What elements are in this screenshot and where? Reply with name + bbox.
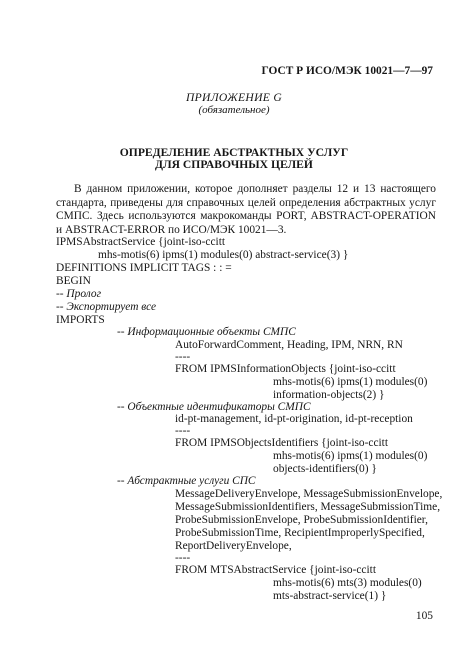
code-comment: -- Абстрактные услуги СПС — [117, 475, 256, 487]
code-line: DEFINITIONS IMPLICIT TAGS : : = — [56, 262, 232, 274]
code-line: FROM IPMSObjectsIdentifiers {joint-iso-ccitt — [175, 437, 389, 449]
code-line: AutoForwardComment, Heading, IPM, NRN, RN — [175, 339, 403, 351]
code-line: ReportDeliveryEnvelope, — [175, 540, 292, 552]
code-line: information-objects(2) } — [273, 389, 385, 401]
code-line: mhs-motis(6) ipms(1) modules(0) — [273, 376, 428, 388]
code-line: FROM MTSAbstractService {joint-iso-ccitt — [175, 564, 376, 576]
code-separator: ---- — [175, 552, 191, 564]
code-line: mhs-motis(6) ipms(1) modules(0) — [273, 450, 428, 462]
code-comment: -- Пролог — [56, 288, 102, 300]
code-line: MessageSubmissionIdentifiers, MessageSubmissionTime, — [175, 501, 441, 513]
code-line: id-pt-management, id-pt-origination, id-pt-reception — [175, 413, 413, 425]
page-number: 105 — [415, 610, 433, 622]
code-line: BEGIN — [56, 275, 91, 287]
code-line: FROM IPMSInformationObjects {joint-iso-ccitt — [175, 363, 396, 375]
code-line: mts-abstract-service(1) } — [273, 590, 387, 602]
code-line: ProbeSubmissionEnvelope, ProbeSubmissionIdentifier, — [175, 514, 428, 526]
code-line: objects-identifiers(0) } — [273, 463, 377, 475]
section-title-line2: ДЛЯ СПРАВОЧНЫХ ЦЕЛЕЙ — [155, 158, 313, 171]
code-comment: -- Информационные объекты СМПС — [117, 326, 296, 338]
code-line: mhs-motis(6) mts(3) modules(0) — [273, 577, 422, 589]
running-header: ГОСТ Р ИСО/МЭК 10021—7—97 — [261, 65, 433, 77]
intro-paragraph: В данном приложении, которое дополняет разделы 12 и 13 настоящего стандарта, приведены для справочных целей определения абстрактных услуг СМПС. Здесь используются макрокоманды PORT, ABSTRACT-OPERATION и ABSTRACT-ERROR по ИСО/МЭК 10021—3. — [56, 183, 436, 236]
section-title-line1: ОПРЕДЕЛЕНИЕ АБСТРАКТНЫХ УСЛУГ — [119, 146, 349, 159]
code-line: ProbeSubmissionTime, RecipientImproperlySpecified, — [175, 527, 425, 539]
code-line: IPMSAbstractService {joint-iso-ccitt — [56, 236, 226, 248]
code-comment: -- Объектные идентификаторы СМПС — [117, 401, 311, 413]
code-separator: ---- — [175, 425, 191, 437]
appendix-title: ПРИЛОЖЕНИЕ G — [185, 91, 282, 104]
code-line: IMPORTS — [56, 314, 105, 326]
code-comment: -- Экспортирует все — [56, 301, 157, 313]
code-line: MessageDeliveryEnvelope, MessageSubmissionEnvelope, — [175, 488, 443, 500]
appendix-subtitle: (обязательное) — [198, 104, 270, 116]
code-line: mhs-motis(6) ipms(1) modules(0) abstract-service(3) } — [98, 249, 349, 261]
code-separator: ---- — [175, 351, 191, 363]
